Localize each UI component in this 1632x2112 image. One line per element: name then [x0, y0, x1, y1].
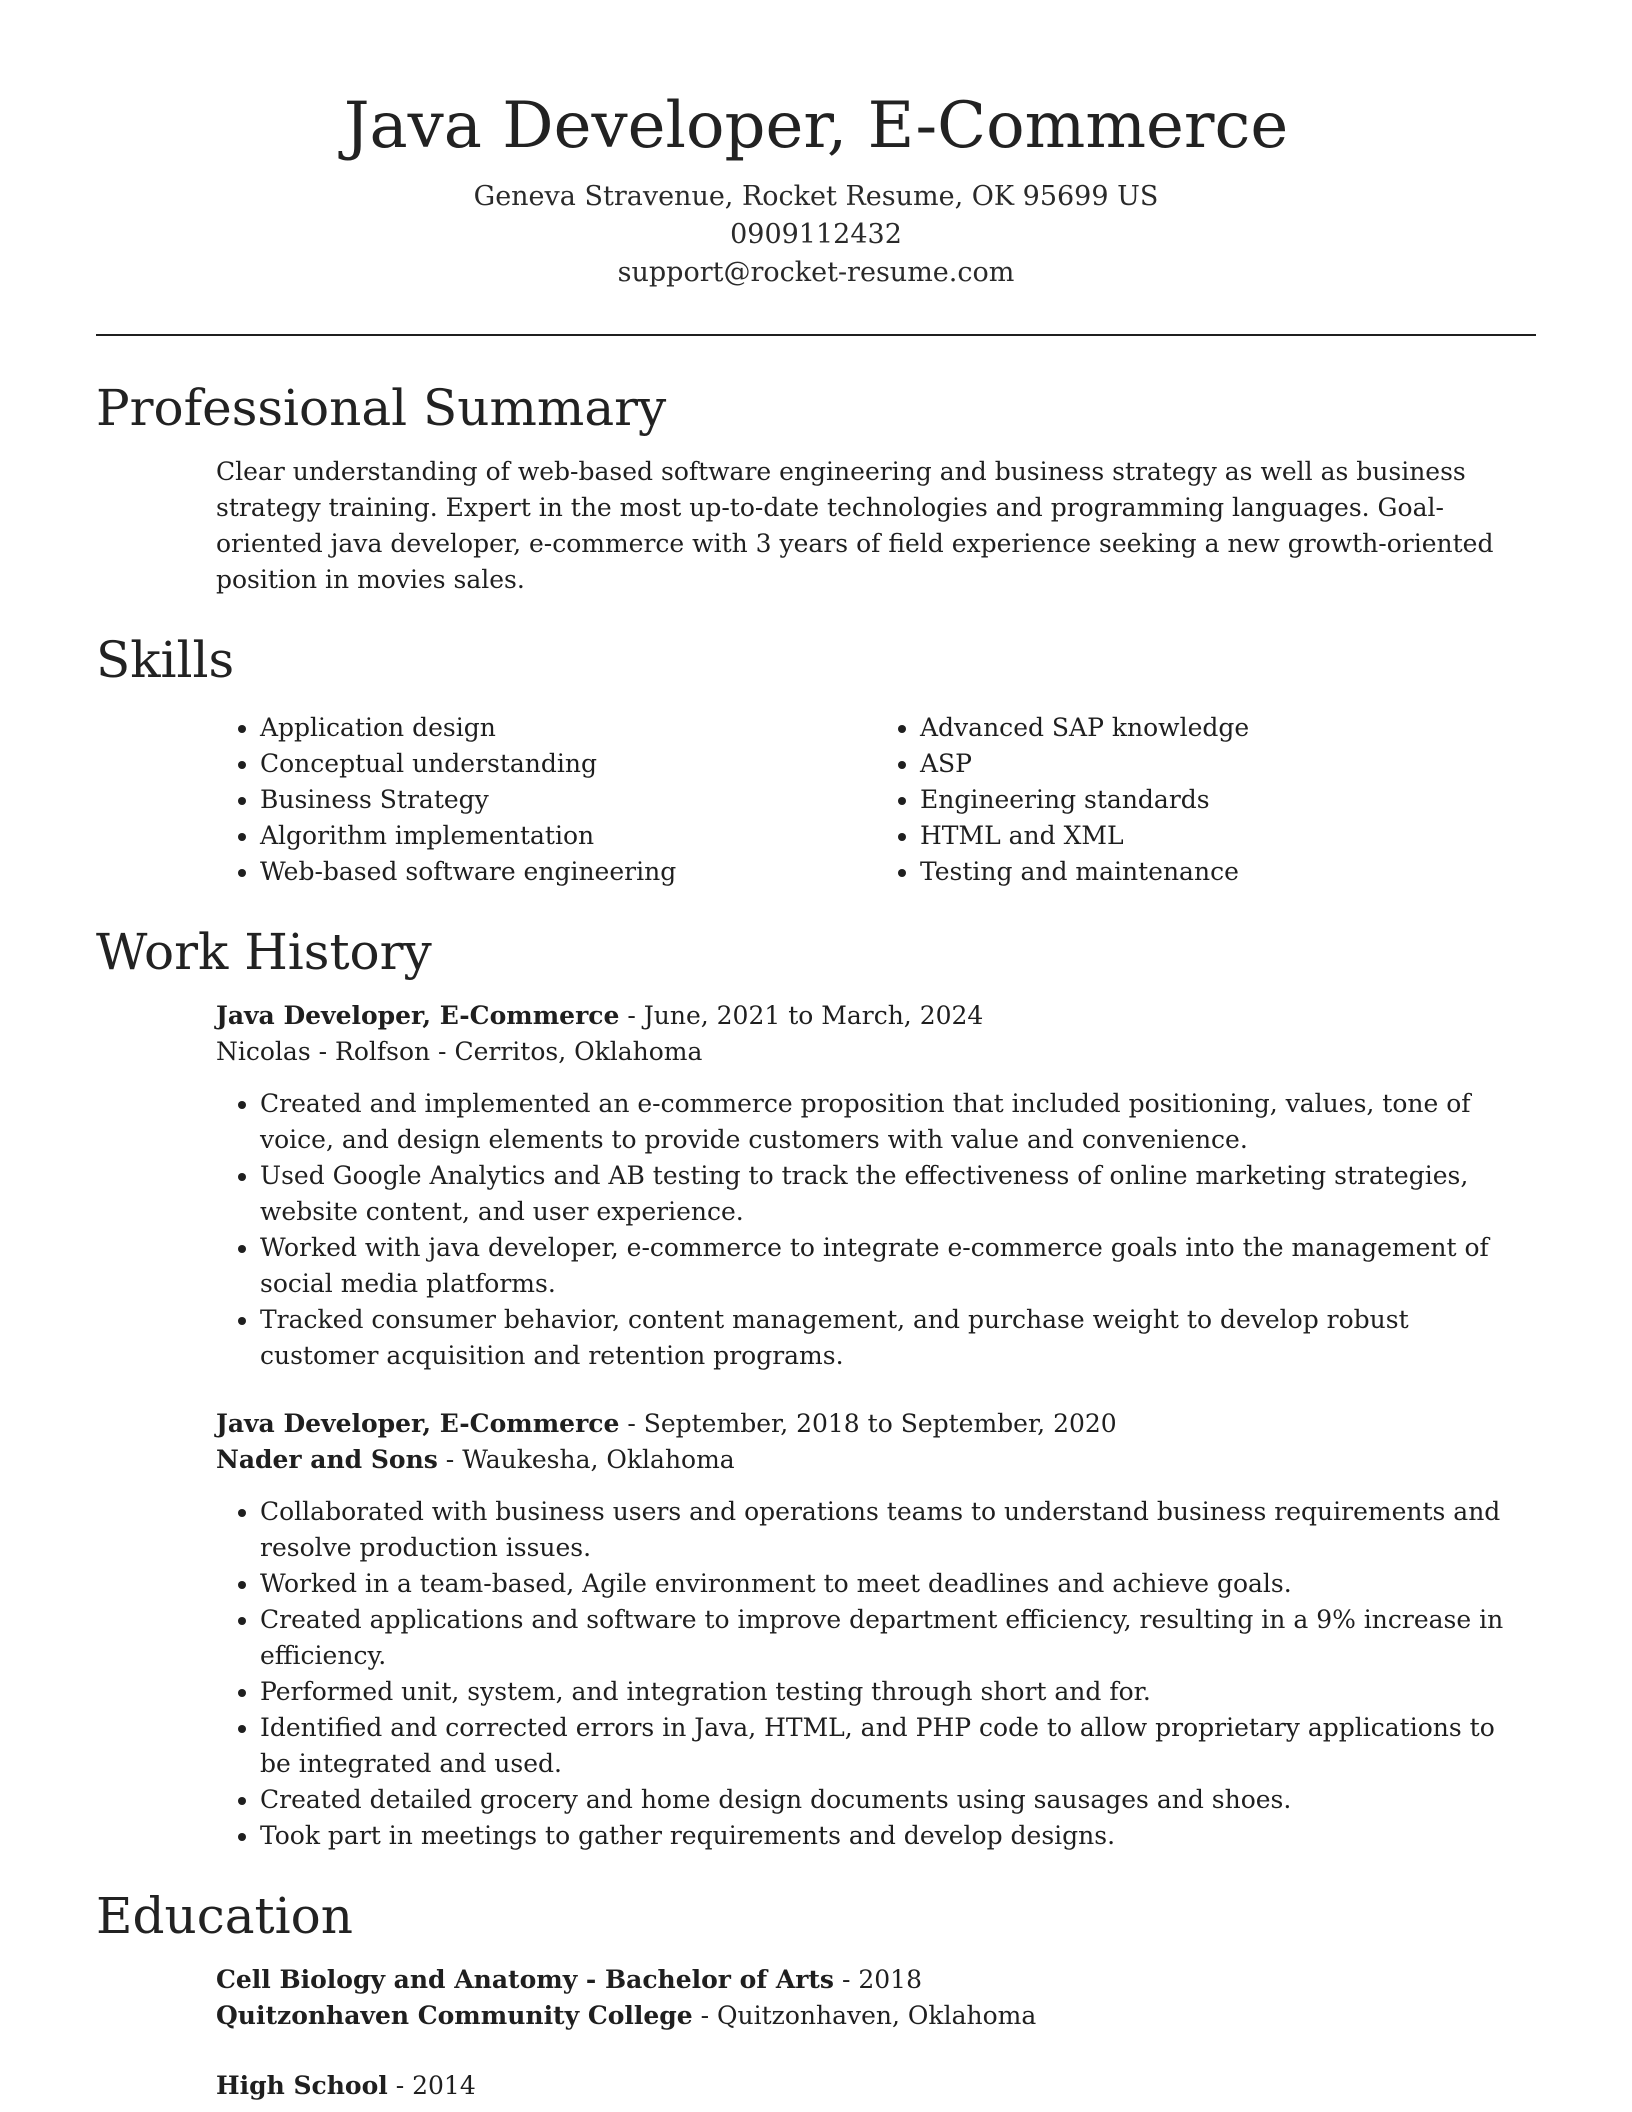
education-school-line [216, 1998, 1536, 2034]
job-company-line [216, 1034, 1536, 1070]
education-heading: Education [96, 1887, 353, 1945]
skill-item: • ASP [920, 746, 1536, 782]
duty-item: • Performed unit, system, and integration testing through short and for. [260, 1674, 1536, 1710]
duty-item: • Worked with java developer, e-commerce to integrate e-commerce goals into the management of social media platforms. [260, 1230, 1536, 1302]
job-title-line [216, 998, 1536, 1034]
duty-item: • Collaborated with business users and operations teams to understand business requirements and resolve production issues. [260, 1494, 1536, 1566]
skill-item: • Conceptual understanding [260, 746, 876, 782]
job-company: Nicolas - Rolfson [216, 1037, 431, 1066]
job-entry [216, 1406, 1536, 1854]
duty-item: • Created applications and software to improve department efficiency, resulting in a 9% increase in efficiency. [260, 1602, 1536, 1674]
resume-name: Java Developer, E-Commerce [343, 89, 1289, 163]
job-location: - Cerritos, Oklahoma [430, 1037, 703, 1066]
job-duties [216, 1494, 1536, 1854]
education-school: Quitzonhaven Community College [216, 2001, 693, 2030]
summary-text: Clear understanding of web-based software engineering and business strategy as well as business strategy training. Expert in the most up-to-date technologies and programming languages. Goal-oriented java developer, e-commerce with 3 years of field experience seeking a new growth-oriented position in movies sales. [216, 457, 1494, 594]
resume-page [96, 0, 1536, 2104]
contact-email: support@rocket-resume.com [617, 257, 1015, 288]
job-company-line [216, 1442, 1536, 1478]
skills-list-right [876, 710, 1536, 890]
education-year: - 2018 [834, 1965, 922, 1994]
job-company: Nader and Sons [216, 1445, 438, 1474]
skills-list-left [216, 710, 876, 890]
contact-address: Geneva Stravenue, Rocket Resume, OK 95699 US [473, 181, 1159, 212]
education-entry [216, 2068, 1536, 2104]
skill-item: • HTML and XML [920, 818, 1536, 854]
skill-item: • Business Strategy [260, 782, 876, 818]
work-history-heading: Work History [96, 923, 432, 981]
summary-heading: Professional Summary [96, 379, 667, 437]
contact-phone: 0909112432 [730, 219, 902, 250]
skills-grid [216, 710, 1536, 890]
skills-heading: Skills [96, 631, 235, 689]
job-location: - Waukesha, Oklahoma [437, 1445, 735, 1474]
education-degree-line [216, 1962, 1536, 1998]
duty-item: • Created and implemented an e-commerce proposition that included positioning, values, tone of voice, and design elements to provide customers with value and convenience. [260, 1086, 1536, 1158]
job-role: Java Developer, E-Commerce [216, 1001, 620, 1030]
education-degree: Cell Biology and Anatomy - Bachelor of Arts [216, 1965, 835, 1994]
skill-item: • Application design [260, 710, 876, 746]
duty-item: • Created detailed grocery and home design documents using sausages and shoes. [260, 1782, 1536, 1818]
skill-item: • Algorithm implementation [260, 818, 876, 854]
skill-item: • Web-based software engineering [260, 854, 876, 890]
job-duties [216, 1086, 1536, 1374]
job-entry [216, 998, 1536, 1374]
contact-block [96, 178, 1536, 292]
duty-item: • Used Google Analytics and AB testing to track the effectiveness of online marketing strategies, website content, and user experience. [260, 1158, 1536, 1230]
education-year: - 2014 [387, 2071, 476, 2100]
job-title-line [216, 1406, 1536, 1442]
header-divider [96, 334, 1536, 336]
duty-item: • Identified and corrected errors in Java, HTML, and PHP code to allow proprietary applications to be integrated and used. [260, 1710, 1536, 1782]
education-degree: High School [216, 2071, 388, 2100]
duty-item: • Tracked consumer behavior, content management, and purchase weight to develop robust customer acquisition and retention programs. [260, 1302, 1536, 1374]
skill-item: • Advanced SAP knowledge [920, 710, 1536, 746]
skill-item: • Testing and maintenance [920, 854, 1536, 890]
duty-item: • Worked in a team-based, Agile environment to meet deadlines and achieve goals. [260, 1566, 1536, 1602]
education-degree-line [216, 2068, 1536, 2104]
job-dates: - September, 2018 to September, 2020 [619, 1409, 1117, 1438]
skill-item: • Engineering standards [920, 782, 1536, 818]
education-entry [216, 1962, 1536, 2034]
job-role: Java Developer, E-Commerce [216, 1409, 620, 1438]
job-dates: - June, 2021 to March, 2024 [619, 1001, 984, 1030]
duty-item: • Took part in meetings to gather requirements and develop designs. [260, 1818, 1536, 1854]
education-location: - Quitzonhaven, Oklahoma [692, 2001, 1037, 2030]
